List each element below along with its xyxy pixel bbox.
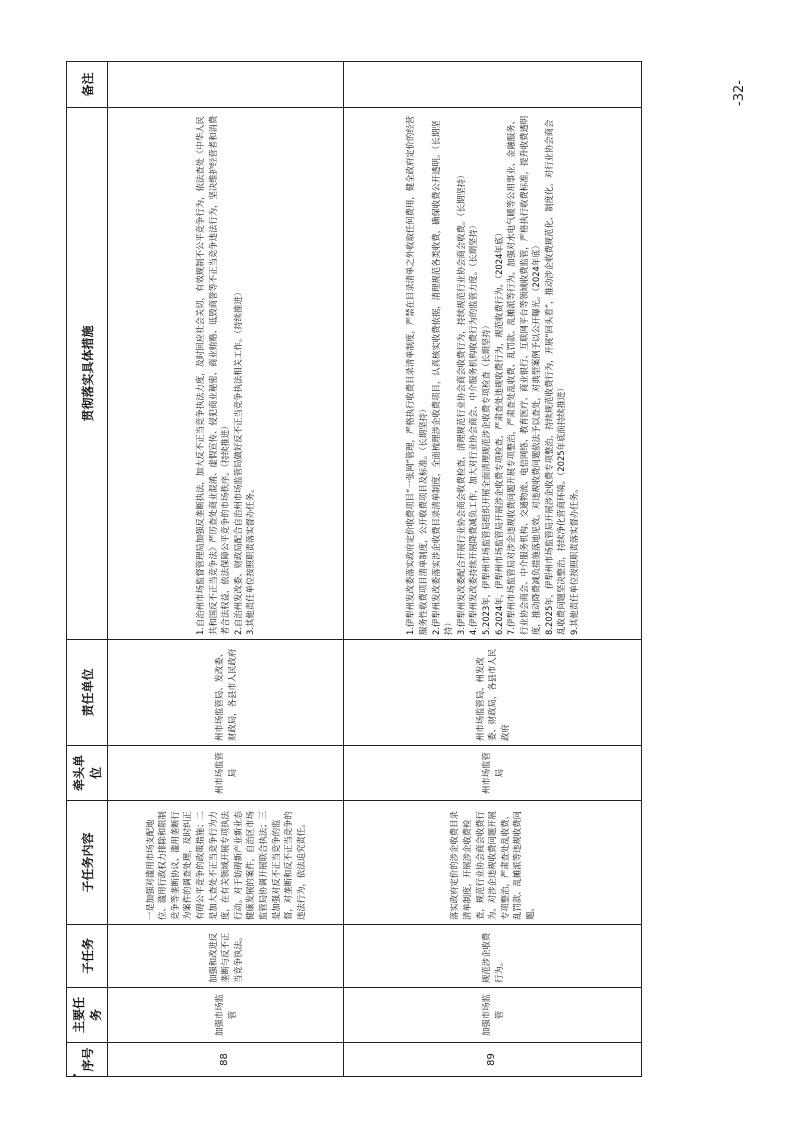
table-row — [344, 62, 642, 1077]
row-seq: 89 — [344, 1043, 642, 1077]
measure-item: 2.自治州发改委、财政局配合自治州市场监管局做好反不正当竞争执法相关工作。（持续推进） — [232, 287, 243, 635]
row-main-task: 加强市场监管 — [344, 988, 642, 1043]
row-measures — [108, 108, 344, 640]
measure-item: 3.其他责任单位按照职责落实督办任务。 — [245, 484, 256, 635]
header-responsible: 责任单位 — [67, 640, 108, 746]
header-measures: 贯彻落实具体措施 — [67, 108, 108, 640]
table-row — [108, 62, 344, 1077]
header-lead: 牵头单位 — [67, 746, 108, 801]
measure-item: 7.伊犁州市场监管局对涉企违规收费问题开展专项整治，严肃查处乱收费、乱罚款、乱摊派等行为。加强对水电气暖等公用事业、金融服务、行业协会商会、中介服务机构、交通物流、电信网络、教育医疗、商业银行、互联网平台等领域收费监管，严格执行收费标准，提升收费透明度，推动降费减负措施落地见效。对违规收费问题依法予以查处，对典型案例予以公开曝光。（2024年底） — [506, 115, 542, 635]
header-content: 子任务内容 — [67, 801, 108, 925]
measure-item: 3.伊犁州发改委配合开展行业协会商会收费检查，清理规范行业协会商会收费行为，持续规范行业协会商会收费。（长期坚持） — [455, 170, 466, 635]
row-lead: 州市场监管局 — [108, 746, 344, 801]
measure-item: 4.伊犁州发改委持续开展降费减负工作，加大对行业协会商会、中介服务机构收费行为的监管力度。（长期坚持） — [468, 220, 479, 635]
row-seq: 88 — [108, 1043, 344, 1077]
row-content: 一是加强对滥用市场支配地位、滥用行政权力排除和限制竞争等垄断协议、滥用垄断行为案件的调查处理，及时纠正有碍公平竞争的政策措施；二是加大查处不正当竞争行为力度，在有关领域开展专项执法行动。对于妨碍新产业新业态健康发展的案件，自治区市场监管局协调开展联合执法；三是加强对反不正当竞争的监督，对垄断和反不正当竞争的违法行为，依法追究责任。 — [108, 801, 344, 925]
measure-item: 1.自治州市场监督管理局加强反垄断执法，加大反不正当竞争执法力度，及时回应社会关切，有效规制不公平竞争行为，依法查处《中华人民共和国反不正当竞争法》严厉查处商业混淆、虚假宣传、侵犯商业秘密、商业贿赂、诋毁商誉等不正当竞争违法行为，坚决维护经营者和消费者合法权益，依法保障公平竞争的市场秩序。（持续推进） — [195, 115, 231, 635]
measure-item: 6.2024年，伊犁州市场监管局开展涉企收费专项检查，严肃查处违规收费行为，规范收费行为。（2024年底） — [493, 228, 504, 635]
row-responsible: 州市场监管局、发改委、财政局，各县市人民政府 — [108, 640, 344, 746]
measure-item: 9.其他责任单位按照职责落实督办任务。 — [569, 484, 580, 635]
row-remarks — [344, 62, 642, 108]
row-sub-task: 加强和改进反垄断与反不正当竞争执法。 — [108, 925, 344, 988]
row-measures — [344, 108, 642, 640]
row-sub-task: 规范涉企收费行为。 — [344, 925, 642, 988]
row-main-task: 加强市场监管 — [108, 988, 344, 1043]
measure-item: 5.2023年，伊犁州市场监管局组织开展全面清理规范涉企收费专项检查（长期坚持） — [480, 320, 491, 635]
measure-item: 1.伊犁州发改委落实政府定价收费项目“一张网”管理，严格执行收费目录清单制度，严禁在目录清单之外收取任何费用，健全政府定价的经营服务性收费项目清单制度，公开收费项目及标准。（长期坚持） — [405, 115, 428, 635]
measure-item: 2.伊犁州发改委落实涉企收费目录清单制度，全面梳理涉企收费项目，认真核实收费依据，清理规范各类收费，确保收费公开透明。（长期坚持） — [430, 120, 454, 635]
task-table — [66, 61, 642, 1077]
row-remarks — [108, 62, 344, 108]
header-sub-task: 子任务 — [67, 925, 108, 988]
row-content: 落实政府定价的涉企收费目录清单制度，开展涉企收费检查，规范行业协会商会收费行为。对涉企违规收费问题开展专项整治，严肃查处乱收费、乱罚款、乱摊派等违规收费问题。 — [344, 801, 642, 925]
header-main-task: 主要任务 — [67, 988, 108, 1043]
row-responsible: 州市场监管局、州发改委、财政局，各县市人民政府 — [344, 640, 642, 746]
measure-item: 8.2025年，伊犁州市场监管局开展涉企收费专项整治，持续规范收费行为，开展“回头看”，推动涉企收费规范化、制度化。对行业协会商会乱收费问题坚决整治，持续净化营商环境。（2025年底前持续推进） — [543, 119, 567, 635]
header-seq: 序号 — [67, 1043, 108, 1077]
rotated-table-wrapper — [66, 62, 632, 1077]
row-lead: 州市场监管局 — [344, 746, 642, 801]
page-number: -32- — [732, 80, 747, 106]
header-row — [67, 62, 108, 1077]
header-remarks: 备注 — [67, 62, 108, 108]
